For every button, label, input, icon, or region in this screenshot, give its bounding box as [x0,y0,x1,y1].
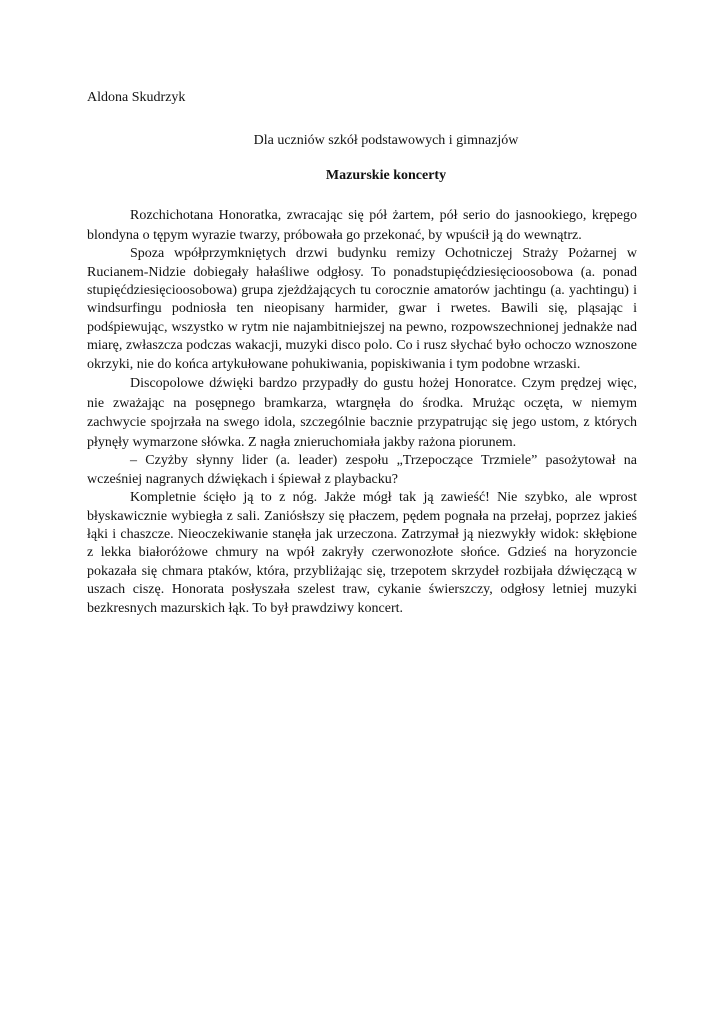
paragraph: Spoza wpółprzymkniętych drzwi budynku remizy Ochotniczej Straży Pożarnej w Rucianem-Nidzie dobiegały hałaśliwe odgłosy. To ponadstupięćdziesięcioosobowa (a. ponad stupięćdziesięcioosobowa) grupa zjeżdżających tu corocznie amatorów jachtingu (a. yachtingu) i windsurfingu podniosła ten nieopisany harmider, gwar i rwetes. Bawili się, pląsając i podśpiewując, wszystko w rytm nie najambitniejszej na pewno, rozpowszechnionej jednakże nad miarę, zwłaszcza podczas wakacji, muzyki disco polo. Co i rusz słychać było ochoczo wznoszone okrzyki, nie do końca artykułowane pohukiwania, popiskiwania i tym podobne wrzaski. [87,246,637,372]
author-name: Aldona Skudrzyk [87,90,186,105]
dedication-line: Dla uczniów szkół podstawowych i gimnazjów [253,133,519,148]
story-body [87,206,637,618]
story-title: Mazurskie koncerty [325,168,447,183]
paragraph: Kompletnie ścięło ją to z nóg. Jakże mógł tak ją zawieść! Nie szybko, ale wprost błyskawicznie wybiegła z sali. Zaniósłszy się płaczem, pędem pognała na przełaj, poprzez jakieś łąki i chaszcze. Nieoczekiwanie stanęła jak urzeczona. Zatrzymał ją niezwykły widok: skłębione z lekka białoróżowe chmury na wpół zakryły czerwonozłote słońce. Gdzieś na horyzoncie pokazała się chmara ptaków, która, przybliżając się, trzepotem skrzydeł rozbijała dźwięczącą w uszach ciszę. Honorata posłyszała szelest traw, cykanie świerszczy, odgłosy letniej muzyki bezkresnych mazurskich łąk. To był prawdziwy koncert. [87,490,637,616]
paragraph: Rozchichotana Honoratka, zwracając się pół żartem, pół serio do jasnookiego, krępego blondyna o tępym wyrazie twarzy, próbowała go przekonać, by wpuścił ją do wewnątrz. [87,208,637,243]
paragraph: Discopolowe dźwięki bardzo przypadły do gustu hożej Honoratce. Czym prędzej więc, nie zważając na posępnego bramkarza, wtargnęła do środka. Mrużąc oczęta, w niemym zachwycie spojrzała na swego idola, szczególnie bacznie przypatrując się jego ustom, z których płynęły wymarzone słówka. Z nagła znieruchomiała jakby rażona piorunem. [87,376,637,450]
paragraph: – Czyżby słynny lider (a. leader) zespołu „Trzepoczące Trzmiele” pasożytował na wcześniej nagranych dźwiękach i śpiewał z playbacku? [87,453,637,487]
